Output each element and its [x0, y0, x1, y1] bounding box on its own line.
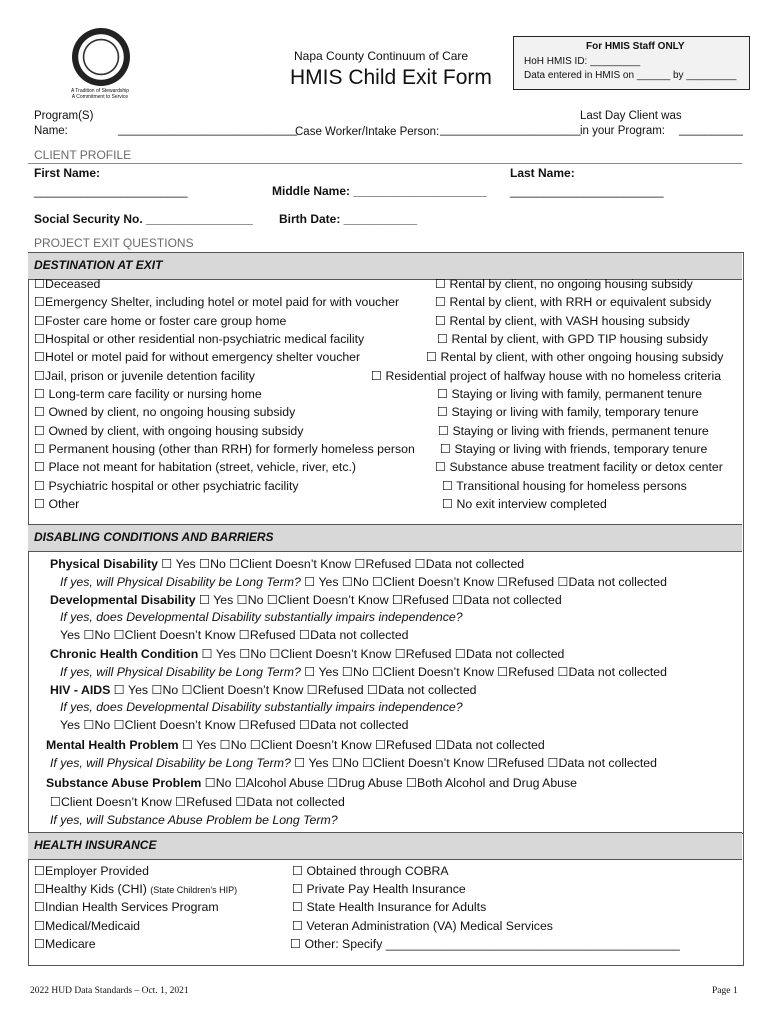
client-profile-heading: CLIENT PROFILE [34, 148, 132, 162]
caseworker-field[interactable]: ______________________ [440, 124, 581, 136]
physical-longterm-question: If yes, will Physical Disability be Long Term? [60, 575, 301, 589]
dest-option[interactable]: ☐ Rental by client, with GPD TIP housing subsidy [437, 332, 708, 346]
developmental-options[interactable]: ☐ Yes ☐No ☐Client Doesn’t Know ☐Refused ☐Data not collected [198, 593, 562, 607]
seal-caption: A Tradition of Stewardship A Commitment to Service [70, 88, 130, 100]
dest-option[interactable]: ☐ Residential project of halfway house with no homeless criteria [371, 369, 722, 383]
developmental-question: If yes, does Developmental Disability substantially impairs independence? [60, 610, 463, 624]
program-name-field[interactable]: ____________________________ [118, 124, 298, 136]
chi-note: (State Children’s HIP) [150, 885, 238, 895]
health-option[interactable]: ☐Indian Health Services Program [34, 900, 219, 914]
health-option[interactable]: ☐ Private Pay Health Insurance [292, 882, 466, 896]
program-label-1: Program(S) [34, 110, 94, 122]
dest-option[interactable]: ☐Hospital or other residential non-psychiatric medical facility [34, 332, 365, 346]
dest-option[interactable]: ☐ Place not meant for habitation (street, vehicle, river, etc.) [34, 460, 357, 474]
caseworker-label: Case Worker/Intake Person: [295, 126, 440, 138]
dest-option[interactable]: ☐Emergency Shelter, including hotel or motel paid for with voucher [34, 295, 400, 309]
program-label-2: Name: [34, 125, 68, 137]
mental-health-label: Mental Health Problem [46, 738, 179, 752]
health-option[interactable]: ☐ Obtained through COBRA [292, 864, 449, 878]
staff-box-title: For HMIS Staff ONLY [586, 41, 685, 52]
chronic-longterm-options[interactable]: ☐ Yes ☐No ☐Client Doesn’t Know ☐Refused ☐Data not collected [304, 665, 667, 679]
dest-option[interactable]: ☐ Permanent housing (other than RRH) for formerly homeless person [34, 442, 415, 456]
health-band [28, 832, 742, 860]
health-option[interactable]: ☐Medical/Medicaid [34, 919, 141, 933]
developmental-question-options[interactable]: Yes ☐No ☐Client Doesn’t Know ☐Refused ☐Data not collected [60, 628, 409, 642]
footer-standards: 2022 HUD Data Standards – Oct. 1, 2021 [30, 986, 189, 996]
hmis-staff-box [513, 36, 750, 90]
health-option[interactable]: ☐ Veteran Administration (VA) Medical Services [292, 919, 553, 933]
dest-option[interactable]: ☐ No exit interview completed [442, 497, 607, 511]
hiv-question-options[interactable]: Yes ☐No ☐Client Doesn’t Know ☐Refused ☐Data not collected [60, 718, 409, 732]
dest-option[interactable]: ☐ Rental by client, no ongoing housing subsidy [435, 277, 693, 291]
mental-longterm-question: If yes, will Physical Disability be Long Term? [50, 756, 291, 770]
first-name-label: First Name: [34, 166, 101, 180]
lastday-label-2: in your Program: [580, 125, 666, 137]
hiv-aids-options[interactable]: ☐ Yes ☐No ☐Client Doesn’t Know ☐Refused ☐Data not collected [113, 683, 477, 697]
health-option[interactable]: ☐Healthy Kids (CHI) [34, 882, 147, 896]
dest-option[interactable]: ☐Deceased [34, 277, 101, 291]
dest-option[interactable]: ☐ Staying or living with family, permanent tenure [437, 387, 703, 401]
dest-option[interactable]: ☐ Other [34, 497, 80, 511]
lastday-field[interactable]: __________ [679, 124, 743, 136]
hoh-id-field[interactable]: HoH HMIS ID: _________ [524, 56, 641, 67]
data-entered-field[interactable]: Data entered in HMIS on ______ by _________ [524, 70, 737, 81]
dest-option[interactable]: ☐Hotel or motel paid for without emergency shelter voucher [34, 350, 361, 364]
dest-option[interactable]: ☐ Owned by client, with ongoing housing subsidy [34, 424, 304, 438]
dest-option[interactable]: ☐ Long-term care facility or nursing home [34, 387, 262, 401]
dest-option[interactable]: ☐ Owned by client, no ongoing housing subsidy [34, 405, 296, 419]
chronic-health-options[interactable]: ☐ Yes ☐No ☐Client Doesn’t Know ☐Refused ☐Data not collected [201, 647, 565, 661]
health-other-field[interactable]: ☐ Other: Specify ___________________________________________ [290, 937, 680, 951]
dest-option[interactable]: ☐Foster care home or foster care group home [34, 314, 287, 328]
substance-abuse-label: Substance Abuse Problem [46, 776, 202, 790]
ssn-field[interactable]: Social Security No. ________________ [34, 212, 253, 226]
dest-option[interactable]: ☐ Staying or living with friends, permanent tenure [438, 424, 709, 438]
middle-name-field[interactable]: Middle Name: ____________________ [272, 184, 487, 198]
destination-band [28, 252, 742, 280]
dest-option[interactable]: ☐ Psychiatric hospital or other psychiatric facility [34, 479, 299, 493]
disabling-heading: DISABLING CONDITIONS AND BARRIERS [34, 530, 274, 544]
mental-health-options[interactable]: ☐ Yes ☐No ☐Client Doesn’t Know ☐Refused ☐Data not collected [181, 738, 545, 752]
substance-longterm-question: If yes, will Substance Abuse Problem be Long Term? [50, 813, 338, 827]
dest-option[interactable]: ☐ Rental by client, with other ongoing housing subsidy [426, 350, 724, 364]
disabling-band [28, 524, 742, 552]
lastday-label-1: Last Day Client was [580, 110, 682, 122]
dest-option[interactable]: ☐ Rental by client, with VASH housing subsidy [435, 314, 690, 328]
dest-option[interactable]: ☐ Staying or living with family, temporary tenure [437, 405, 699, 419]
first-name-field[interactable]: _______________________ [34, 184, 188, 198]
physical-disability-options[interactable]: ☐ Yes ☐No ☐Client Doesn’t Know ☐Refused ☐Data not collected [161, 557, 525, 571]
destination-heading: DESTINATION AT EXIT [34, 258, 163, 272]
hiv-question: If yes, does Developmental Disability substantially impairs independence? [60, 700, 463, 714]
physical-disability-label: Physical Disability [50, 557, 158, 571]
developmental-disability-label: Developmental Disability [50, 593, 196, 607]
project-exit-heading: PROJECT EXIT QUESTIONS [34, 236, 194, 250]
county-seal-logo [72, 28, 130, 86]
birth-date-field[interactable]: Birth Date: ___________ [279, 212, 418, 226]
dest-option[interactable]: ☐ Rental by client, with RRH or equivalent subsidy [435, 295, 712, 309]
dest-option[interactable]: ☐ Substance abuse treatment facility or detox center [435, 460, 723, 474]
org-name: Napa County Continuum of Care [294, 49, 469, 63]
dest-option[interactable]: ☐ Transitional housing for homeless persons [442, 479, 687, 493]
hiv-aids-label: HIV - AIDS [50, 683, 111, 697]
health-heading: HEALTH INSURANCE [34, 838, 157, 852]
substance-abuse-options-2[interactable]: ☐Client Doesn’t Know ☐Refused ☐Data not collected [50, 795, 345, 809]
dest-option[interactable]: ☐ Staying or living with friends, temporary tenure [440, 442, 708, 456]
form-title: HMIS Child Exit Form [290, 66, 492, 89]
mental-longterm-options[interactable]: ☐ Yes ☐No ☐Client Doesn’t Know ☐Refused ☐Data not collected [294, 756, 657, 770]
dest-option[interactable]: ☐Jail, prison or juvenile detention facility [34, 369, 255, 383]
health-option[interactable]: ☐Medicare [34, 937, 96, 951]
last-name-field[interactable]: _______________________ [510, 184, 664, 198]
health-option[interactable]: ☐ State Health Insurance for Adults [292, 900, 487, 914]
footer-page-number: Page 1 [712, 986, 738, 996]
health-option[interactable]: ☐Employer Provided [34, 864, 149, 878]
chronic-health-label: Chronic Health Condition [50, 647, 199, 661]
chronic-longterm-question: If yes, will Physical Disability be Long Term? [60, 665, 301, 679]
last-name-label: Last Name: [510, 166, 575, 180]
physical-longterm-options[interactable]: ☐ Yes ☐No ☐Client Doesn’t Know ☐Refused ☐Data not collected [304, 575, 667, 589]
substance-abuse-options[interactable]: ☐No ☐Alcohol Abuse ☐Drug Abuse ☐Both Alcohol and Drug Abuse [204, 776, 578, 790]
